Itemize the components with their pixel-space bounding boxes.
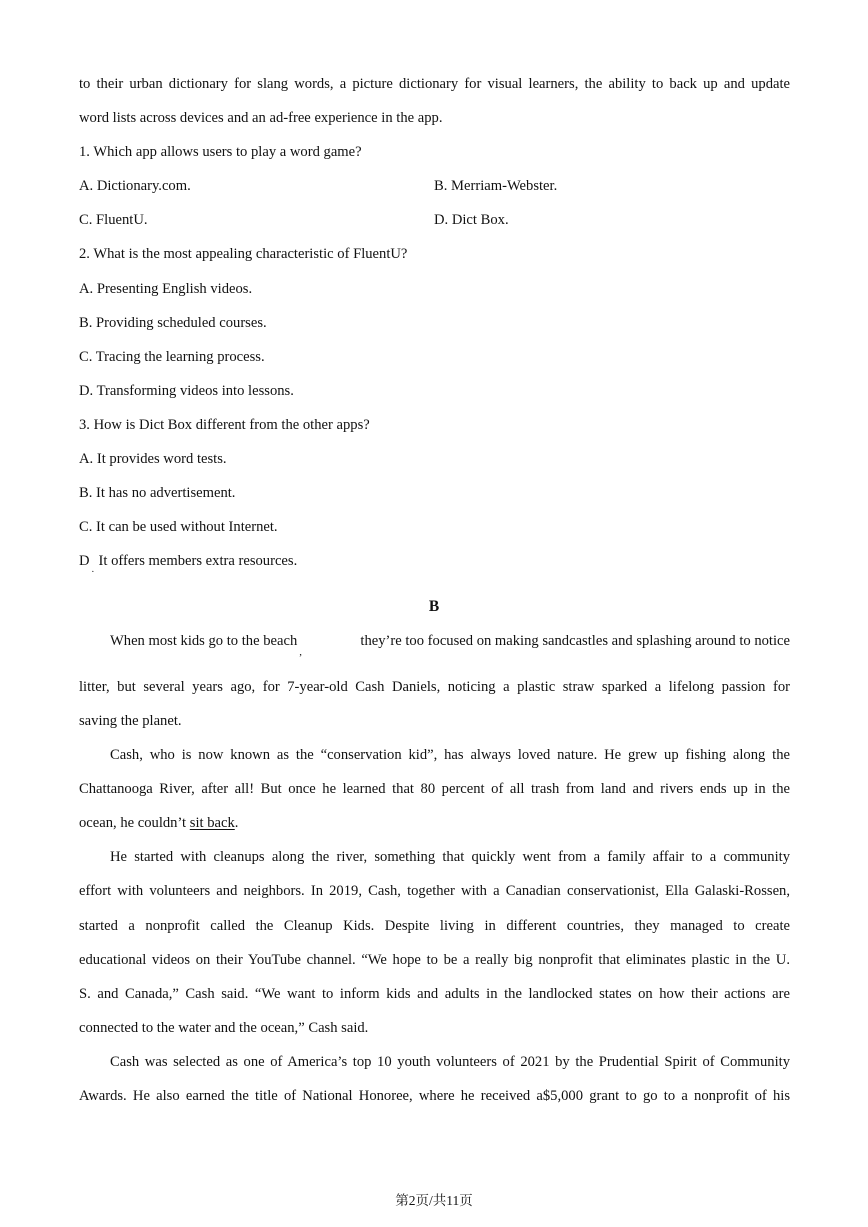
passage-line: saving the planet.: [79, 713, 182, 729]
stray-comma: ,: [299, 646, 302, 658]
q1-option-a: A. Dictionary.com.: [79, 178, 191, 194]
passage-line: Awards. He also earned the title of National Honoree, where he received a$5,000 grant to go to a nonprofit of his: [79, 1088, 790, 1104]
q2-option-d: D. Transforming videos into lessons.: [79, 383, 294, 399]
section-b-title: B: [428, 598, 440, 615]
question-1-stem: 1. Which app allows users to play a word game?: [79, 144, 362, 160]
q3-option-d-text: It offers members extra resources.: [98, 553, 298, 569]
passage-line: ocean, he couldn’t sit back.: [79, 815, 239, 831]
q3-option-a: A. It provides word tests.: [79, 451, 227, 467]
underlined-phrase: sit back: [189, 815, 235, 831]
passage-line: educational videos on their YouTube channel. “We hope to be a really big nonprofit that eliminates plastic in the U.: [79, 952, 790, 968]
question-3-stem: 3. How is Dict Box different from the other apps?: [79, 417, 370, 433]
passage-line: connected to the water and the ocean,” Cash said.: [79, 1020, 369, 1036]
passage-line: Chattanooga River, after all! But once he learned that 80 percent of all trash from land and rivers ends up in the: [79, 781, 790, 797]
q1-option-c: C. FluentU.: [79, 212, 148, 228]
passage-line: litter, but several years ago, for 7-year-old Cash Daniels, noticing a plastic straw sparked a lifelong passion for: [79, 679, 790, 695]
q2-option-a: A. Presenting English videos.: [79, 281, 253, 297]
q2-option-b: B. Providing scheduled courses.: [79, 315, 267, 331]
passage-line: started a nonprofit called the Cleanup Kids. Despite living in different countries, they managed to create: [79, 918, 790, 934]
q3-option-c: C. It can be used without Internet.: [79, 519, 278, 535]
q3-option-b: B. It has no advertisement.: [79, 485, 236, 501]
passage-line: S. and Canada,” Cash said. “We want to inform kids and adults in the landlocked states on how their actions are: [79, 986, 790, 1002]
q1-option-b: B. Merriam-Webster.: [434, 178, 558, 194]
q3-option-d: [79, 551, 790, 571]
passage-line: Cash, who is now known as the “conservation kid”, has always loved nature. He grew up fishing along the: [110, 747, 790, 763]
passage-line: to their urban dictionary for slang words, a picture dictionary for visual learners, the ability to back up and update: [79, 76, 790, 92]
passage-line: He started with cleanups along the river, something that quickly went from a family affair to a community: [110, 849, 790, 865]
q3-option-d-letter: D: [79, 553, 90, 569]
page-number: 第2页/共11页: [395, 1193, 473, 1208]
passage-line: Cash was selected as one of America’s top 10 youth volunteers of 2021 by the Prudential Spirit of Community: [110, 1054, 790, 1070]
passage-line: effort with volunteers and neighbors. In 2019, Cash, together with a Canadian conservationist, Ella Galaski-Rossen,: [79, 883, 790, 899]
q1-option-d: D. Dict Box.: [434, 212, 509, 228]
stray-dot: ·: [91, 566, 95, 578]
passage-line: word lists across devices and an ad-free experience in the app.: [79, 110, 443, 126]
question-2-stem: 2. What is the most appealing characteristic of FluentU?: [79, 246, 408, 262]
q2-option-c: C. Tracing the learning process.: [79, 349, 265, 365]
passage-line: When most kids go to the beach$_,$ they’re too focused on making sandcastles and splashing around to notice: [110, 633, 790, 658]
